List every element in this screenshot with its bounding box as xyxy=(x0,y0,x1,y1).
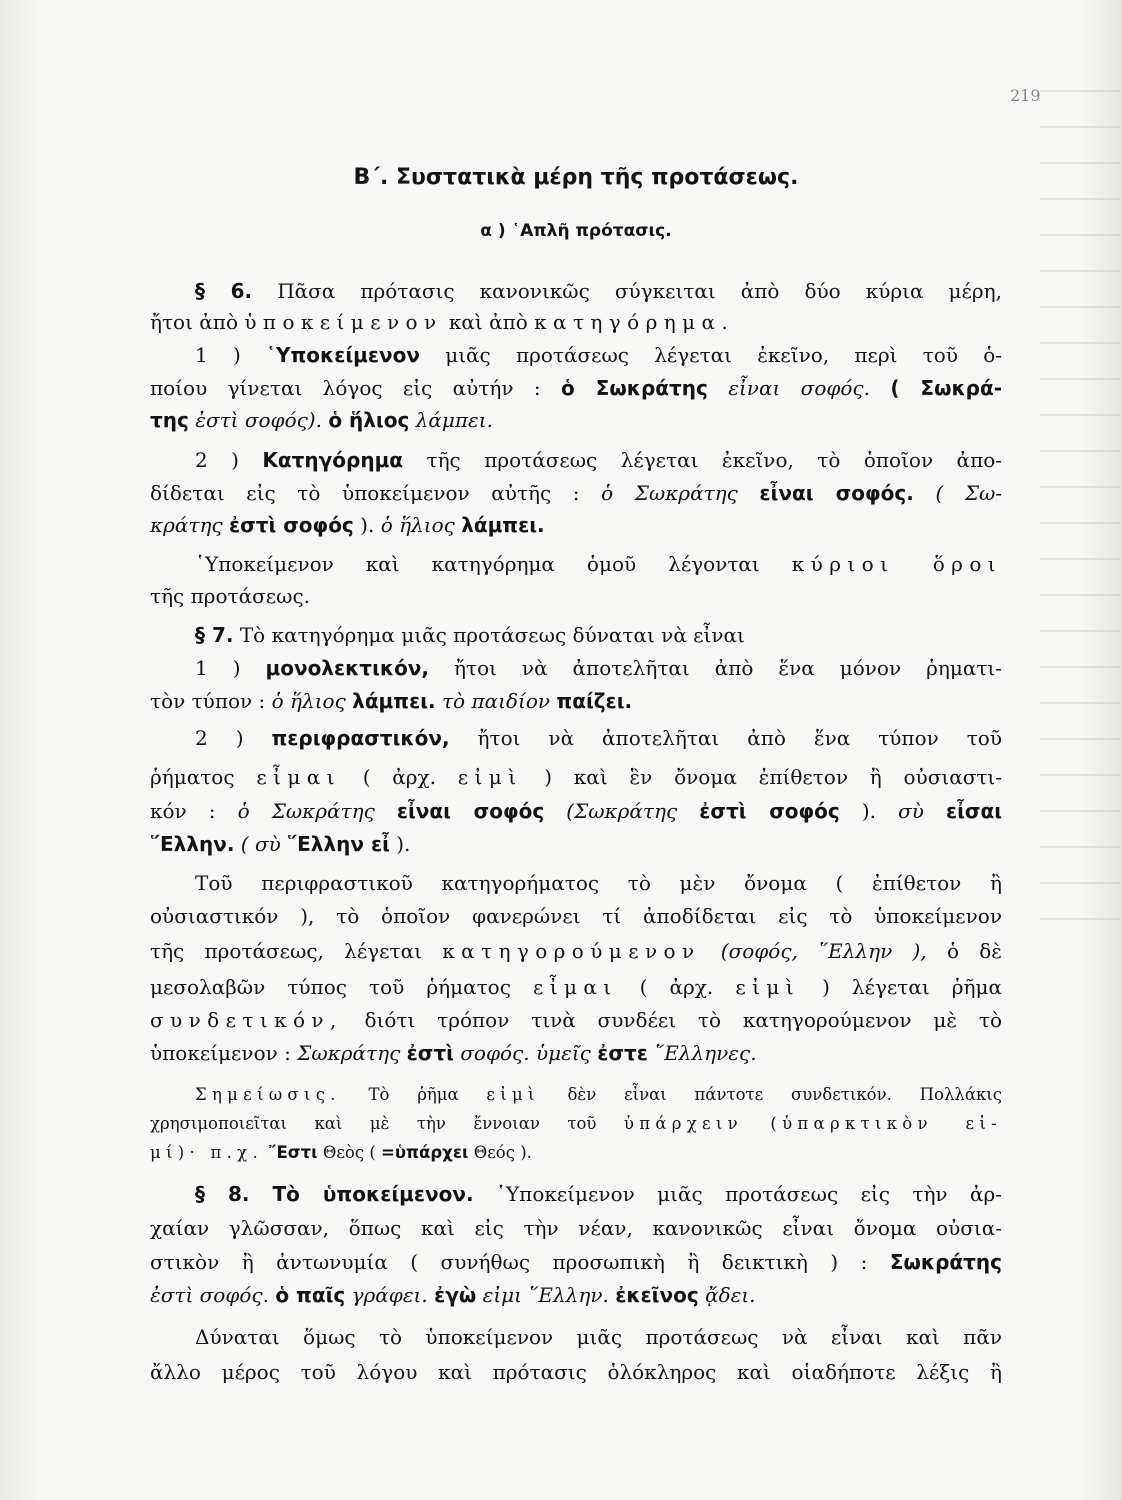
note-line-3: μί)· π.χ. ῎Εστι Θεὸς ( =ὑπάρχει Θεός ). xyxy=(150,1143,532,1162)
paragraph-6-2-line-1: 2 ) Κατηγόρημα τῆς προτάσεως λέγεται ἐκεῖνο, τὸ ὁποῖον ἀπο- xyxy=(195,448,1003,472)
paragraph-7-line-7: ῞Ελλην. ( σὺ ῞Ελλην εἶ ). xyxy=(150,832,411,856)
paragraph-6-line-2: ἤτοι ἀπὸ ὑποκείμενον καὶ ἀπὸ κατηγόρημα. xyxy=(150,310,735,334)
section-mark: § 6. xyxy=(195,279,253,303)
paragraph-6-1-line-3: της ἐστὶ σοφός). ὁ ἥλιος λάμπει. xyxy=(150,408,493,432)
paragraph-6-3-line-1: ῾Υποκείμενον καὶ κατηγόρημα ὁμοῦ λέγονται κύριοι ὅροι xyxy=(195,552,1002,576)
paragraph-6-2-line-2: δίδεται εἰς τὸ ὑποκείμενον αὐτῆς : ὁ Σωκράτης εἶναι σοφός. ( Σω- xyxy=(150,481,1003,505)
paragraph-7-line-6: κόν : ὁ Σωκράτης εἶναι σοφός (Σωκράτης ἐστὶ σοφός ). σὺ εἶσαι xyxy=(150,799,1003,823)
paragraph-6-1-line-2: ποίου γίνεται λόγος εἰς αὐτήν : ὁ Σωκράτης εἶναι σοφός. ( Σωκρά- xyxy=(150,376,1003,400)
term-predicate: Κατηγόρημα xyxy=(262,448,404,472)
paragraph-6-3-line-2: τῆς προτάσεως. xyxy=(150,584,310,608)
paragraph-7b-line-3: τῆς προτάσεως, λέγεται κατηγορούμενον (σοφός, ῞Ελλην ), ὁ δὲ xyxy=(150,939,1003,963)
term-subject: ῾Υποκείμενον xyxy=(265,343,420,367)
note-line-2: χρησιμοποιεῖται καὶ μὲ τὴν ἔννοιαν τοῦ ὑπάρχειν (ὑπαρκτικὸν εἰ- xyxy=(150,1114,1002,1133)
paragraph-6-1-line-1: 1 ) ῾Υποκείμενον μιᾶς προτάσεως λέγεται ἐκεῖνο, περὶ τοῦ ὁ- xyxy=(195,343,1003,367)
paragraph-6-2-line-3: κράτης ἐστὶ σοφός ). ὁ ἥλιος λάμπει. xyxy=(150,513,545,537)
paragraph-7-line-4: 2 ) περιφραστικόν, ἤτοι νὰ ἀποτελῆται ἀπὸ ἕνα τύπον τοῦ xyxy=(195,726,1003,750)
paragraph-8-line-2: χαίαν γλῶσσαν, ὅπως καὶ εἰς τὴν νέαν, κανονικῶς εἶναι ὄνομα οὐσια- xyxy=(150,1216,1002,1240)
paragraph-6-line-1: § 6. Πᾶσα πρότασις κανονικῶς σύγκειται ἀπὸ δύο κύρια μέρη, xyxy=(195,279,1003,303)
paragraph-8-line-5: Δύναται ὅμως τὸ ὑποκείμενον μιᾶς προτάσεως νὰ εἶναι καὶ πᾶν xyxy=(195,1325,1002,1349)
paragraph-8-line-1: § 8. Τὸ ὑποκείμενον. ῾Υποκείμενον μιᾶς προτάσεως εἰς τὴν ἀρ- xyxy=(195,1182,1003,1206)
paragraph-7-line-3: τὸν τύπον : ὁ ἥλιος λάμπει. τὸ παιδίον παίζει. xyxy=(150,689,633,713)
bleed-through-text xyxy=(1040,90,1120,1390)
subsection-title: α ) ῾Απλῆ πρότασις. xyxy=(480,221,672,241)
paragraph-7-line-2: 1 ) μονολεκτικόν, ἤτοι νὰ ἀποτελῆται ἀπὸ ἕνα μόνον ῥηματι- xyxy=(195,656,1003,680)
note-line-1: Σημείωσις. Τὸ ῥῆμα εἰμὶ δὲν εἶναι πάντοτε συνδετικόν. Πολλάκις xyxy=(195,1085,1003,1104)
paragraph-8-line-3: στικὸν ἢ ἀντωνυμία ( συνήθως προσωπικὴ ἢ δεικτικὴ ) : Σωκράτης xyxy=(150,1250,1003,1274)
paragraph-7b-line-5: συνδετικόν, διότι τρόπον τινὰ συνδέει τὸ κατηγορούμενον μὲ τὸ xyxy=(150,1008,1002,1032)
section-title: Β΄. Συστατικὰ μέρη τῆς προτάσεως. xyxy=(353,165,799,190)
page-number: 219 xyxy=(1010,86,1041,105)
paragraph-7-line-1: § 7. Τὸ κατηγόρημα μιᾶς προτάσεως δύναται νὰ εἶναι xyxy=(195,623,745,647)
paragraph-7b-line-2: οὐσιαστικόν ), τὸ ὁποῖον φανερώνει τί ἀποδίδεται εἰς τὸ ὑποκείμενον xyxy=(150,904,1002,928)
paragraph-7b-line-6: ὑποκείμενον : Σωκράτης ἐστὶ σοφός. ὑμεῖς ἐστε ῞Ελληνες. xyxy=(150,1041,757,1065)
paragraph-7-line-5: ῥήματος εἶμαι ( ἀρχ. εἰμὶ ) καὶ ἓν ὄνομα ἐπίθετον ἢ οὐσιαστι- xyxy=(150,765,1003,789)
paragraph-7b-line-1: Τοῦ περιφραστικοῦ κατηγορήματος τὸ μὲν ὄνομα ( ἐπίθετον ἢ xyxy=(195,871,1002,895)
paragraph-7b-line-4: μεσολαβῶν τύπος τοῦ ῥήματος εἶμαι ( ἀρχ. εἰμὶ ) λέγεται ῥῆμα xyxy=(150,975,1003,999)
paragraph-8-line-4: ἐστὶ σοφός. ὁ παῖς γράφει. ἐγὼ εἰμι ῞Ελλην. ἐκεῖνος ᾄδει. xyxy=(150,1283,756,1307)
paragraph-8-line-6: ἄλλο μέρος τοῦ λόγου καὶ πρότασις ὁλόκληρος καὶ οἱαδήποτε λέξις ἢ xyxy=(150,1360,1002,1384)
